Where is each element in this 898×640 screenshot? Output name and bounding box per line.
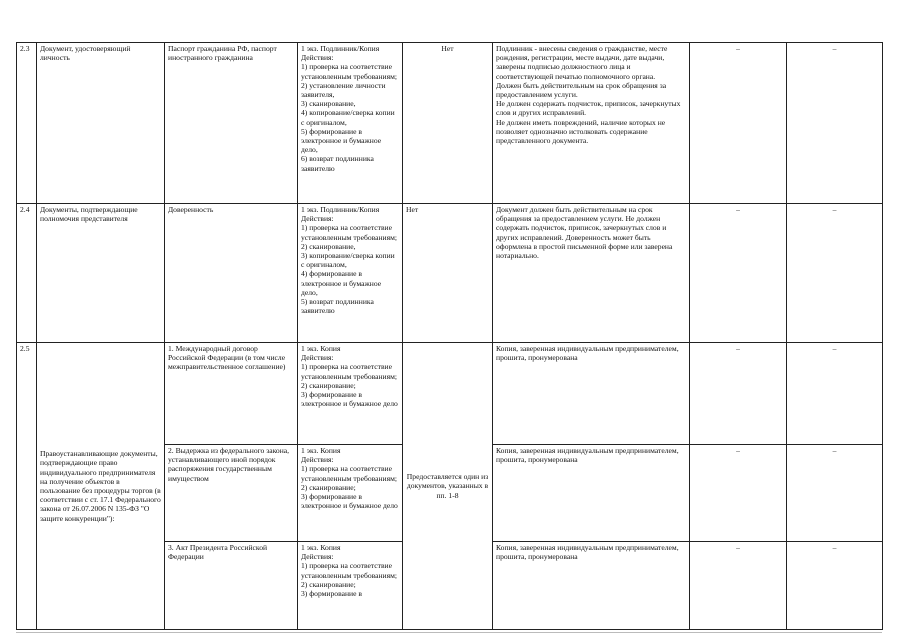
sample-cell: – bbox=[787, 542, 883, 630]
form-cell: – bbox=[690, 43, 787, 204]
row-number: 2.4 bbox=[17, 204, 37, 343]
document-actions: 1 экз. Копия Действия: 1) проверка на соответствие установленным требованиям; 2) сканирование; 3) формирование в электронное и бумажное дело bbox=[298, 445, 403, 542]
document-name: 1. Международный договор Российской Федерации (в том числе межправительственное соглашение) bbox=[165, 343, 298, 445]
document-actions: 1 экз. Подлинник/Копия Действия: 1) проверка на соответствие установленным требованиям; 2) установление личности заявителя, 3) сканирование, 4) копирование/сверка копии с оригиналом, 5) формирование в электронное и бумажное дело, 6) возврат подлинника заявителю bbox=[298, 43, 403, 204]
requirements-cell: Подлинник - внесены сведения о гражданстве, месте рождения, регистрации, месте выдачи, дате выдачи, заверены подписью должностного лица и соответствующей печатью полномочного органа. Должен быть действительным на срок обращения за предоставлением услуги. Не должен содержать подчисток, приписок, зачеркнутых слов и других исправлений. Не должен иметь повреждений, наличие которых не позволяет однозначно истолковать содержание представленного документа. bbox=[493, 43, 690, 204]
sample-cell: – bbox=[787, 43, 883, 204]
condition-cell: Предоставляется один из документов, указанных в пп. 1-8 bbox=[403, 343, 493, 630]
condition-cell: Нет bbox=[403, 204, 493, 343]
document-name: 2. Выдержка из федерального закона, устанавливающего иной порядок распоряжения государственным имуществом bbox=[165, 445, 298, 542]
document-name: 3. Акт Президента Российской Федерации bbox=[165, 542, 298, 630]
page-bottom-edge bbox=[16, 632, 882, 633]
document-actions: 1 экз. Подлинник/Копия Действия: 1) проверка на соответствие установленным требованиям; 2) сканирование, 3) копирование/сверка копии с оригиналом, 4) формирование в электронное и бумажное дело, 5) возврат подлинника заявителю bbox=[298, 204, 403, 343]
condition-cell: Нет bbox=[403, 43, 493, 204]
requirements-cell: Копия, заверенная индивидуальным предпринимателем, прошита, пронумерована bbox=[493, 343, 690, 445]
form-cell: – bbox=[690, 204, 787, 343]
requirements-cell: Копия, заверенная индивидуальным предпринимателем, прошита, пронумерована bbox=[493, 542, 690, 630]
documents-table bbox=[16, 42, 883, 630]
sample-cell: – bbox=[787, 204, 883, 343]
row-number: 2.5 bbox=[17, 343, 37, 630]
sample-cell: – bbox=[787, 445, 883, 542]
document-name: Доверенность bbox=[165, 204, 298, 343]
requirements-cell: Копия, заверенная индивидуальным предпринимателем, прошита, пронумерована bbox=[493, 445, 690, 542]
form-cell: – bbox=[690, 445, 787, 542]
form-cell: – bbox=[690, 542, 787, 630]
document-name: Паспорт гражданина РФ, паспорт иностранного гражданина bbox=[165, 43, 298, 204]
document-actions: 1 экз. Копия Действия: 1) проверка на соответствие установленным требованиям; 2) сканирование; 3) формирование в bbox=[298, 542, 403, 630]
sample-cell: – bbox=[787, 343, 883, 445]
table-row bbox=[17, 343, 883, 445]
requirements-cell: Документ должен быть действительным на срок обращения за предоставлением услуги. Не должен содержать подчисток, приписок, зачеркнутых слов и других исправлений. Доверенность может быть оформлена в простой письменной форме или заверена нотариально. bbox=[493, 204, 690, 343]
table-row bbox=[17, 43, 883, 204]
table-row bbox=[17, 204, 883, 343]
document-category: Документы, подтверждающие полномочия представителя bbox=[37, 204, 165, 343]
document-category: Документ, удостоверяющий личность bbox=[37, 43, 165, 204]
document-category: Правоустанавливающие документы, подтверждающие право индивидуального предпринимателя на получение объектов в пользование без процедуры торгов (в соответствии с ст. 17.1 Федерального закона от 26.07.2006 N 135-ФЗ "О защите конкуренции"): bbox=[37, 343, 165, 630]
row-number: 2.3 bbox=[17, 43, 37, 204]
form-cell: – bbox=[690, 343, 787, 445]
document-actions: 1 экз. Копия Действия: 1) проверка на соответствие установленным требованиям; 2) сканирование; 3) формирование в электронное и бумажное дело bbox=[298, 343, 403, 445]
